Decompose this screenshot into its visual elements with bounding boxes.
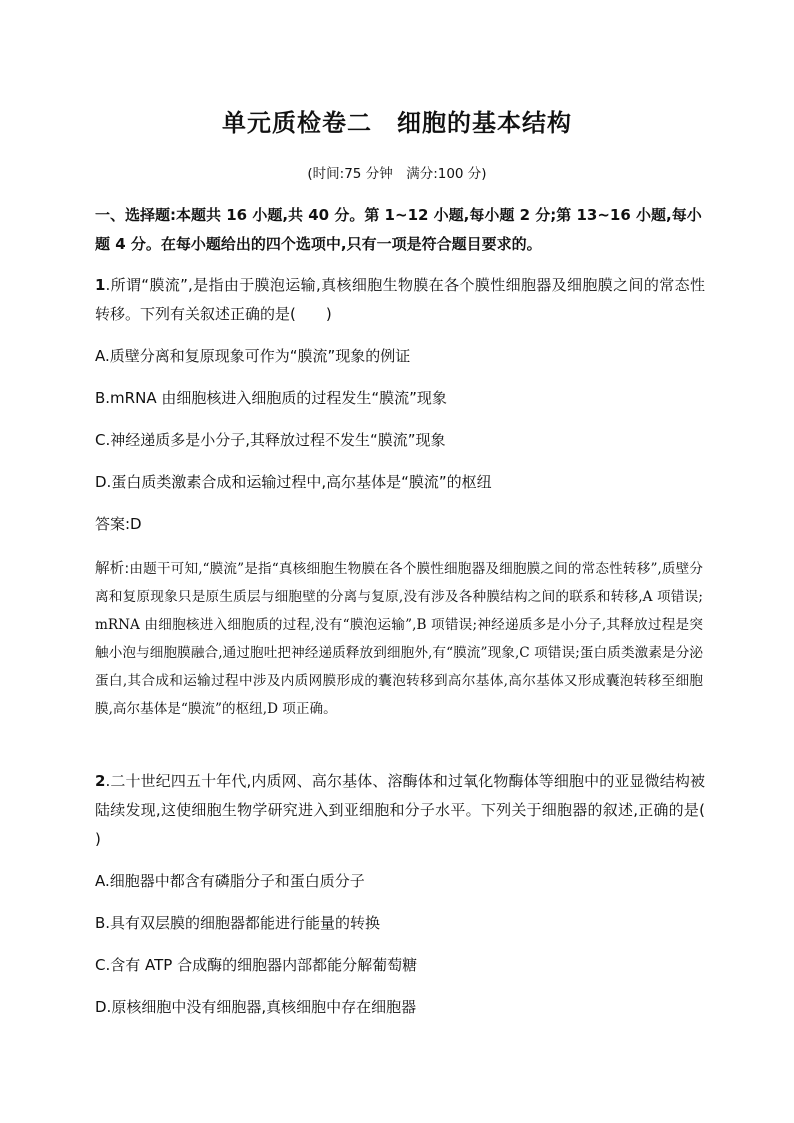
page-title: 单元质检卷二 细胞的基本结构 [222, 109, 572, 137]
question-number: 2 [95, 772, 106, 790]
option-c: C.神经递质多是小分子,其释放过程不发生“膜流”现象 [95, 431, 446, 449]
time-score-info: (时间:75 分钟 满分:100 分) [307, 166, 487, 182]
question-1 [95, 271, 705, 329]
option-b: B.具有双层膜的细胞器都能进行能量的转换 [95, 914, 381, 932]
section-instructions: 一、选择题:本题共 16 小题,共 40 分。第 1~12 小题,每小题 2 分;第 13~16 小题,每小题 4 分。在每小题给出的四个选项中,只有一项是符合题目要求的。 [95, 206, 702, 253]
question-2 [95, 767, 736, 854]
option-a: A.质壁分离和复原现象可作为“膜流”现象的例证 [95, 347, 411, 365]
question-number: 1 [95, 276, 106, 294]
explanation-label: 解析: [95, 561, 130, 577]
option-d: D.蛋白质类激素合成和运输过程中,高尔基体是“膜流”的枢纽 [95, 473, 492, 491]
explanation [95, 555, 703, 723]
option-b: B.mRNA 由细胞核进入细胞质的过程发生“膜流”现象 [95, 389, 447, 407]
explanation-text: 由题干可知,“膜流”是指“真核细胞生物膜在各个膜性细胞器及细胞膜之间的常态性转移”,质壁分离和复原现象只是原生质层与细胞壁的分离与复原,没有涉及各种膜结构之间的联系和转移,A 项错误;mRNA 由细胞核进入细胞质的过程,没有“膜泡运输”,B 项错误;神经递质多是小分子,其释放过程是突触小泡与细胞膜融合,通过胞吐把神经递质释放到细胞外,有“膜流”现象,C 项错误;蛋白质类激素是分泌蛋白,其合成和运输过程中涉及内质网膜形成的囊泡转移到高尔基体,高尔基体又形成囊泡转移至细胞膜,高尔基体是“膜流”的枢纽,D 项正确。 [95, 561, 704, 717]
option-c: C.含有 ATP 合成酶的细胞器内部都能分解葡萄糖 [95, 956, 418, 974]
option-a: A.细胞器中都含有磷脂分子和蛋白质分子 [95, 872, 365, 890]
option-d: D.原核细胞中没有细胞器,真核细胞中存在细胞器 [95, 998, 417, 1016]
question-stem: .所谓“膜流”,是指由于膜泡运输,真核细胞生物膜在各个膜性细胞器及细胞膜之间的常态性转移。下列有关叙述正确的是( ) [95, 276, 705, 323]
answer-label: 答案:D [95, 515, 142, 533]
question-stem: .二十世纪四五十年代,内质网、高尔基体、溶酶体和过氧化物酶体等细胞中的亚显微结构被陆续发现,这使细胞生物学研究进入到亚细胞和分子水平。下列关于细胞器的叙述,正确的是( ) [95, 772, 736, 848]
